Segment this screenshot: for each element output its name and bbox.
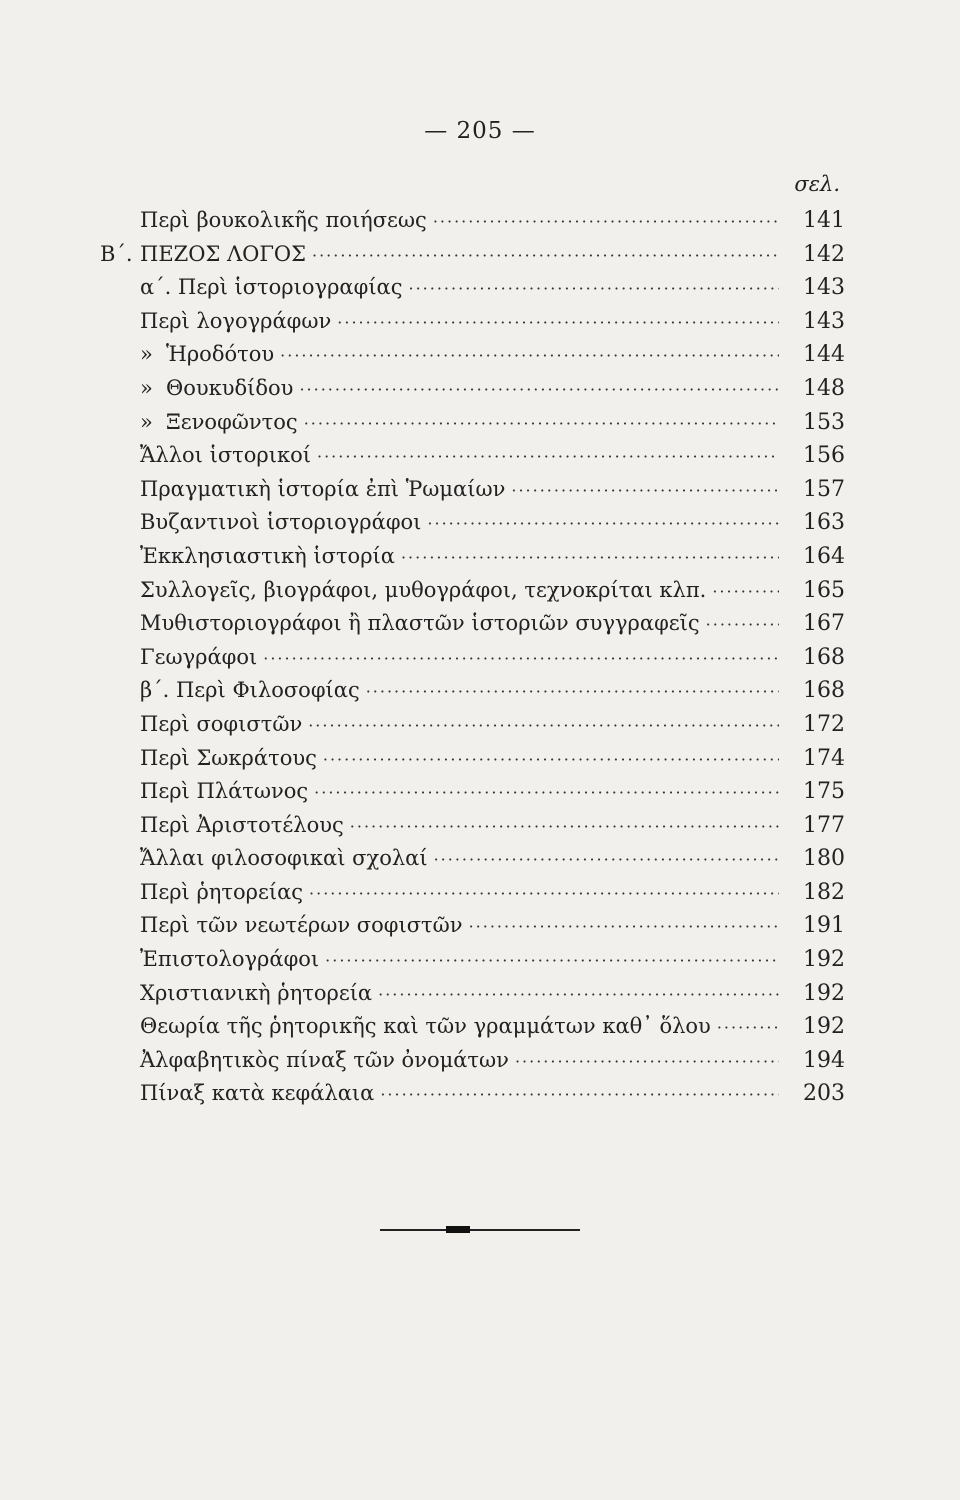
ditto-mark: » bbox=[140, 342, 153, 367]
toc-entry-page: 164 bbox=[803, 543, 845, 569]
page-number: — 205 — bbox=[424, 118, 536, 144]
toc-entry-text: Χριστιανικὴ ῥητορεία bbox=[140, 980, 373, 1005]
toc-entry bbox=[100, 443, 845, 477]
toc-entry bbox=[100, 645, 845, 679]
toc-entry bbox=[100, 510, 845, 544]
toc-entry bbox=[100, 779, 845, 813]
toc-entry-title bbox=[140, 746, 317, 770]
toc-entry-text: Περὶ βουκολικῆς ποιήσεως bbox=[140, 208, 427, 232]
toc-entry-page: 191 bbox=[803, 913, 845, 939]
dot-leader bbox=[712, 582, 779, 601]
toc-entry-page: 175 bbox=[803, 779, 845, 805]
toc-entry-title bbox=[140, 981, 372, 1005]
dot-leader bbox=[325, 951, 779, 970]
toc-entry bbox=[100, 981, 845, 1015]
toc-entry-page: 194 bbox=[803, 1047, 845, 1073]
toc-entry-page: 174 bbox=[803, 745, 845, 771]
dot-leader bbox=[299, 380, 779, 399]
toc-entry-text: Ἐκκλησιαστικὴ ἱστορία bbox=[140, 543, 395, 568]
toc-entry bbox=[100, 342, 845, 376]
toc-entry bbox=[100, 578, 845, 612]
toc-entry-text: Περὶ Σωκράτους bbox=[140, 745, 317, 770]
toc-entry-page: 192 bbox=[803, 947, 845, 973]
dot-leader bbox=[323, 750, 779, 769]
toc-entry-page: 165 bbox=[803, 577, 845, 603]
toc-entry-text: Ἡροδότου bbox=[166, 342, 275, 367]
toc-entry-page: 168 bbox=[803, 678, 845, 704]
toc-entry-page: 192 bbox=[803, 1014, 845, 1040]
toc-entry-title bbox=[140, 913, 463, 937]
toc-entry-page: 157 bbox=[803, 476, 845, 502]
toc-entry-text: Περὶ Πλάτωνος bbox=[140, 779, 309, 804]
toc-entry bbox=[100, 242, 845, 276]
toc-entry-title bbox=[140, 309, 331, 333]
toc-entry-text: α΄. Περὶ ἱστοριογραφίας bbox=[140, 275, 403, 300]
toc-entry-page: 143 bbox=[803, 275, 845, 301]
dot-leader bbox=[263, 649, 779, 668]
dot-leader bbox=[280, 346, 779, 365]
toc-entry bbox=[100, 712, 845, 746]
toc-entry-text: Μυθιστοριογράφοι ἢ πλαστῶν ἱστοριῶν συγγραφεῖς bbox=[140, 611, 700, 636]
toc-entry-text: Ἄλλαι φιλοσοφικαὶ σχολαί bbox=[140, 846, 428, 871]
toc-entry-text: Θουκυδίδου bbox=[166, 375, 294, 400]
toc-entry-page: 148 bbox=[803, 375, 845, 401]
toc-entry-title bbox=[140, 813, 344, 837]
dot-leader bbox=[308, 716, 779, 735]
dot-leader bbox=[469, 917, 779, 936]
dot-leader bbox=[401, 548, 779, 567]
toc-entry bbox=[100, 275, 845, 309]
toc-entry-text: Ἐπιστολογράφοι bbox=[140, 947, 320, 972]
ditto-mark: » bbox=[140, 375, 153, 400]
toc-entry-title bbox=[140, 880, 303, 904]
dot-leader bbox=[312, 246, 779, 265]
toc-entry-page: 163 bbox=[803, 510, 845, 536]
dot-leader bbox=[434, 850, 779, 869]
toc-entry-text: ΠΕΖΟΣ ΛΟΓΟΣ bbox=[140, 241, 306, 266]
table-of-contents bbox=[100, 208, 845, 1115]
page-column-header: σελ. bbox=[794, 172, 840, 196]
toc-entry bbox=[100, 410, 845, 444]
toc-entry-page: 167 bbox=[803, 611, 845, 637]
toc-entry-text: Ἀλφαβητικὸς πίναξ τῶν ὀνομάτων bbox=[140, 1047, 509, 1072]
toc-entry bbox=[100, 846, 845, 880]
toc-entry bbox=[100, 947, 845, 981]
dot-leader bbox=[717, 1018, 779, 1037]
dot-leader bbox=[706, 615, 779, 634]
toc-entry-page: 144 bbox=[803, 342, 845, 368]
toc-entry-page: 182 bbox=[803, 879, 845, 905]
dot-leader bbox=[317, 447, 779, 466]
toc-entry-text: Συλλογεῖς, βιογράφοι, μυθογράφοι, τεχνοκρίται κλπ. bbox=[140, 577, 707, 602]
dot-leader bbox=[427, 514, 779, 533]
toc-entry-text: Πίναξ κατὰ κεφάλαια bbox=[140, 1081, 375, 1106]
toc-entry-title bbox=[140, 208, 427, 232]
dot-leader bbox=[380, 1085, 779, 1104]
toc-entry-page: 177 bbox=[803, 812, 845, 838]
toc-entry-text: Περὶ ῥητορείας bbox=[140, 879, 304, 904]
dot-leader bbox=[304, 414, 779, 433]
toc-entry-text: Πραγματικὴ ἱστορία ἐπὶ Ῥωμαίων bbox=[140, 476, 506, 501]
dot-leader bbox=[314, 783, 779, 802]
toc-entry bbox=[100, 880, 845, 914]
toc-entry bbox=[100, 1014, 845, 1048]
toc-entry-text: Θεωρία τῆς ῥητορικῆς καὶ τῶν γραμμάτων καθ᾽ ὅλου bbox=[140, 1014, 711, 1039]
toc-entry bbox=[100, 746, 845, 780]
toc-entry bbox=[100, 1048, 845, 1082]
toc-entry-title bbox=[140, 712, 302, 736]
dot-leader bbox=[337, 313, 779, 332]
toc-entry bbox=[100, 813, 845, 847]
toc-entry-page: 168 bbox=[803, 644, 845, 670]
toc-entry-page: 142 bbox=[803, 241, 845, 267]
toc-entry-title bbox=[140, 342, 274, 366]
dot-leader bbox=[309, 884, 779, 903]
toc-entry-page: 172 bbox=[803, 711, 845, 737]
toc-entry-title bbox=[140, 846, 428, 870]
toc-entry-page: 192 bbox=[803, 980, 845, 1006]
toc-entry-page: 203 bbox=[803, 1081, 845, 1107]
toc-entry-title bbox=[140, 410, 298, 434]
toc-entry-text: Γεωγράφοι bbox=[140, 644, 258, 669]
toc-entry-text: Περὶ τῶν νεωτέρων σοφιστῶν bbox=[140, 913, 463, 938]
toc-entry-text: Περὶ λογογράφων bbox=[140, 308, 332, 333]
dot-leader bbox=[366, 682, 779, 701]
dot-leader bbox=[515, 1052, 779, 1071]
toc-entry-title bbox=[140, 477, 505, 501]
toc-entry-page: 143 bbox=[803, 308, 845, 334]
toc-entry bbox=[100, 611, 845, 645]
toc-entry-title bbox=[140, 678, 360, 702]
toc-entry bbox=[100, 678, 845, 712]
toc-entry-title bbox=[140, 1014, 711, 1038]
toc-entry-title bbox=[140, 275, 403, 299]
toc-entry-title bbox=[140, 510, 421, 534]
toc-entry bbox=[100, 477, 845, 511]
toc-entry-title bbox=[140, 1081, 374, 1105]
dot-leader bbox=[409, 279, 780, 298]
toc-entry-title bbox=[140, 947, 319, 971]
toc-entry-text: β΄. Περὶ Φιλοσοφίας bbox=[140, 678, 360, 703]
toc-entry-title bbox=[140, 779, 308, 803]
dot-leader bbox=[378, 985, 779, 1004]
toc-entry-page: 180 bbox=[803, 846, 845, 872]
toc-entry-title bbox=[140, 1048, 509, 1072]
toc-entry-page: 153 bbox=[803, 409, 845, 435]
toc-entry-text: Ξενοφῶντος bbox=[166, 409, 298, 434]
toc-entry-title bbox=[140, 376, 293, 400]
toc-entry-title bbox=[140, 645, 257, 669]
toc-entry-title bbox=[140, 611, 700, 635]
toc-entry-title bbox=[140, 578, 706, 602]
toc-entry bbox=[100, 208, 845, 242]
toc-entry-text: Ἄλλοι ἱστορικοί bbox=[140, 443, 311, 468]
toc-entry bbox=[100, 309, 845, 343]
toc-entry bbox=[100, 913, 845, 947]
end-ornament bbox=[380, 1226, 580, 1234]
toc-entry bbox=[100, 1081, 845, 1115]
toc-entry-marker: Β΄. bbox=[100, 241, 133, 266]
toc-entry bbox=[100, 544, 845, 578]
dot-leader bbox=[433, 212, 779, 231]
toc-entry-page: 156 bbox=[803, 443, 845, 469]
toc-entry-title bbox=[140, 242, 306, 266]
toc-entry-text: Περὶ Ἀριστοτέλους bbox=[140, 812, 344, 837]
dot-leader bbox=[350, 817, 779, 836]
ditto-mark: » bbox=[140, 409, 153, 434]
toc-entry-title bbox=[140, 443, 311, 467]
toc-entry-title bbox=[140, 544, 395, 568]
toc-entry-text: Περὶ σοφιστῶν bbox=[140, 711, 303, 736]
toc-entry-text: Βυζαντινοὶ ἱστοριογράφοι bbox=[140, 510, 422, 535]
toc-entry bbox=[100, 376, 845, 410]
toc-entry-page: 141 bbox=[803, 208, 845, 233]
dot-leader bbox=[511, 481, 779, 500]
